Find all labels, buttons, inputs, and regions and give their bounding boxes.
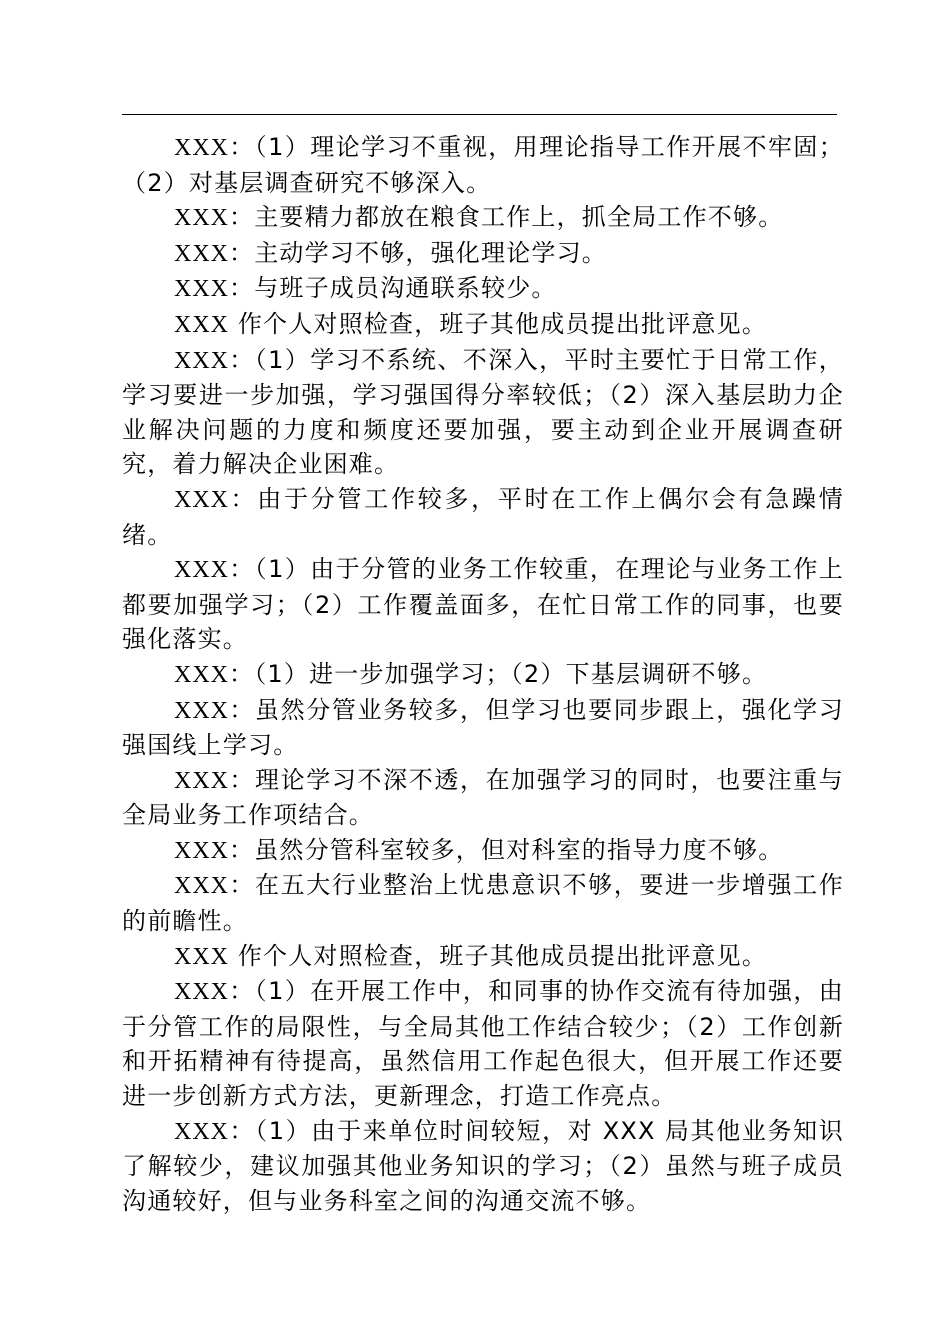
paragraph	[122, 833, 844, 869]
speaker-name: XXX	[174, 347, 229, 374]
speaker-name: XXX	[174, 767, 229, 794]
paragraph-text: ：理论学习不深不透，在加强学习的同时，也要注重与全局业务工作项结合。	[122, 765, 844, 830]
speaker-name: XXX	[174, 697, 229, 724]
paragraph	[122, 693, 844, 763]
document-body	[122, 130, 844, 1218]
paragraph	[122, 343, 844, 482]
paragraph-text: ：由于分管工作较多，平时在工作上偶尔会有急躁情绪。	[122, 484, 844, 549]
speaker-name: XXX	[174, 837, 229, 864]
paragraph	[122, 236, 844, 272]
paragraph-text: ：（1）由于分管的业务工作较重，在理论与业务工作上都要加强学习；（2）工作覆盖面多，在忙日常工作的同事，也要强化落实。	[122, 555, 844, 654]
speaker-name: XXX	[174, 943, 229, 970]
header-rule	[122, 114, 837, 115]
paragraph-text: ：（1）由于来单位时间较短，对 XXX 局其他业务知识了解较少，建议加强其他业务知识的学习；（2）虽然与班子成员沟通较好，但与业务科室之间的沟通交流不够。	[122, 1116, 844, 1215]
speaker-name: XXX	[174, 661, 229, 688]
paragraph	[122, 271, 844, 307]
paragraph-text: ：在五大行业整治上忧患意识不够，要进一步增强工作的前瞻性。	[122, 871, 844, 936]
paragraph-text: 作个人对照检查，班子其他成员提出批评意见。	[229, 309, 768, 338]
paragraph	[122, 482, 844, 552]
paragraph-text: ：主动学习不够，强化理论学习。	[229, 238, 607, 267]
paragraph	[122, 1114, 844, 1219]
paragraph	[122, 552, 844, 657]
paragraph-text: ：与班子成员沟通联系较少。	[229, 274, 557, 303]
paragraph	[122, 763, 844, 833]
speaker-name: XXX	[174, 205, 229, 232]
speaker-name: XXX	[174, 276, 229, 303]
speaker-name: XXX	[174, 486, 229, 513]
paragraph	[122, 130, 844, 200]
speaker-name: XXX	[174, 240, 229, 267]
paragraph-text: ：（1）理论学习不重视，用理论指导工作开展不牢固；（2）对基层调查研究不够深入。	[122, 133, 844, 197]
speaker-name: XXX	[174, 979, 229, 1006]
paragraph	[122, 868, 844, 938]
paragraph-text: ：（1）在开展工作中，和同事的协作交流有待加强，由于分管工作的局限性，与全局其他工作结合较少；（2）工作创新和开拓精神有待提高，虽然信用工作起色很大，但开展工作还要进一步创新方式方法，更新理念，打造工作亮点。	[122, 977, 844, 1111]
paragraph	[122, 307, 844, 343]
speaker-name: XXX	[174, 1118, 229, 1145]
speaker-name: XXX	[174, 557, 229, 584]
speaker-name: XXX	[174, 135, 229, 161]
paragraph-text: ：（1）学习不系统、不深入，平时主要忙于日常工作，学习要进一步加强，学习强国得分率较低；（2）深入基层助力企业解决问题的力度和频度还要加强，要主动到企业开展调查研究，着力解决企业困难。	[122, 345, 844, 479]
paragraph-text: ：主要精力都放在粮食工作上，抓全局工作不够。	[229, 203, 784, 232]
paragraph	[122, 974, 844, 1113]
speaker-name: XXX	[174, 873, 229, 900]
paragraph-text: ：虽然分管科室较多，但对科室的指导力度不够。	[229, 835, 784, 864]
paragraph	[122, 657, 844, 693]
paragraph-text: ：（1）进一步加强学习；（2）下基层调研不够。	[229, 659, 768, 688]
paragraph-text: 作个人对照检查，班子其他成员提出批评意见。	[229, 941, 768, 970]
paragraph	[122, 200, 844, 236]
paragraph-text: ：虽然分管业务较多，但学习也要同步跟上，强化学习强国线上学习。	[122, 695, 844, 760]
speaker-name: XXX	[174, 311, 229, 338]
paragraph	[122, 939, 844, 975]
